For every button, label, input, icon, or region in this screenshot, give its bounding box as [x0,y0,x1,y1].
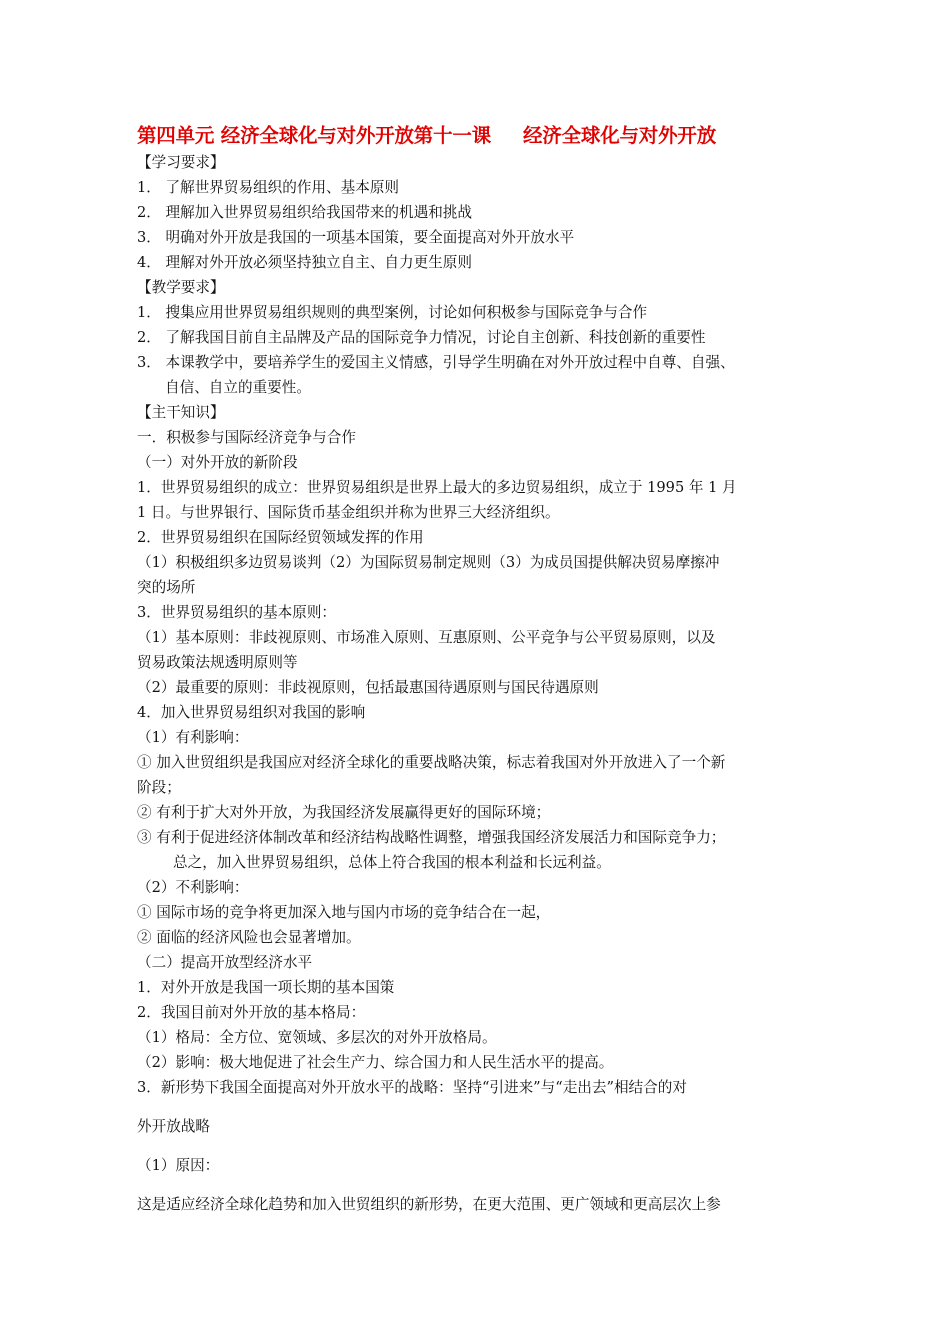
text-line: 2． 理解加入世界贸易组织给我国带来的机遇和挑战 [137,204,472,221]
text-line: ① 国际市场的竞争将更加深入地与国内市场的竞争结合在一起， [137,904,551,921]
section-heading: 【学习要求】 [137,154,225,171]
text-line: （1）原因： [137,1157,220,1174]
text-line: （一）对外开放的新阶段 [137,454,298,471]
text-line: 1．对外开放是我国一项长期的基本国策 [137,979,395,996]
text-line: （1）格局：全方位、宽领域、多层次的对外开放格局。 [137,1029,497,1046]
text-line: 一．积极参与国际经济竞争与合作 [137,429,356,446]
text-line: 1． 搜集应用世界贸易组织规则的典型案例，讨论如何积极参与国际竞争与合作 [137,304,648,321]
text-line: （2）最重要的原则：非歧视原则，包括最惠国待遇原则与国民待遇原则 [137,679,599,696]
text-line: 4． 理解对外开放必须坚持独立自主、自力更生原则 [137,254,472,271]
text-line: 2．世界贸易组织在国际经贸领域发挥的作用 [137,529,424,546]
text-line: ③ 有利于促进经济体制改革和经济结构战略性调整，增强我国经济发展活力和国际竞争力； [137,829,726,846]
text-line: 3．新形势下我国全面提高对外开放水平的战略：坚持“引进来”与“走出去”相结合的对 [137,1079,687,1096]
text-line: 3． 本课教学中，要培养学生的爱国主义情感，引导学生明确在对外开放过程中自尊、自强、 [137,354,735,371]
text-line: 3．世界贸易组织的基本原则： [137,604,337,621]
text-line: 贸易政策法规透明原则等 [137,654,298,671]
text-line: ② 面临的经济风险也会显著增加。 [137,929,361,946]
text-line: （1）积极组织多边贸易谈判（2）为国际贸易制定规则（3）为成员国提供解决贸易摩擦冲 [137,554,720,571]
section-heading: 【主干知识】 [137,404,225,421]
section-heading: 【教学要求】 [137,279,225,296]
text-line: 外开放战略 [137,1118,210,1135]
text-line: （1）有利影响： [137,729,249,746]
text-line: 自信、自立的重要性。 [165,379,311,396]
text-line: （二）提高开放型经济水平 [137,954,313,971]
title-part-2: 经济全球化与对外开放 [523,124,717,147]
text-line: 阶段； [137,779,181,796]
text-line: 这是适应经济全球化趋势和加入世贸组织的新形势，在更大范围、更广领域和更高层次上参 [137,1196,721,1213]
text-line: 总之，加入世界贸易组织，总体上符合我国的根本利益和长远利益。 [173,854,611,871]
text-line: 2．我国目前对外开放的基本格局： [137,1004,366,1021]
text-line: ② 有利于扩大对外开放，为我国经济发展赢得更好的国际环境； [137,804,551,821]
text-line: 4．加入世界贸易组织对我国的影响 [137,704,366,721]
text-line: （2）不利影响： [137,879,249,896]
title-part-1: 第四单元 经济全球化与对外开放第十一课 [137,124,491,147]
text-line: （1）基本原则：非歧视原则、市场准入原则、互惠原则、公平竞争与公平贸易原则，以及 [137,629,716,646]
text-line: 1．世界贸易组织的成立：世界贸易组织是世界上最大的多边贸易组织，成立于 1995 年 1 月 [137,479,737,496]
text-line: 3． 明确对外开放是我国的一项基本国策，要全面提高对外开放水平 [137,229,575,246]
text-line: 1 日。与世界银行、国际货币基金组织并称为世界三大经济组织。 [137,504,560,521]
document-page [137,122,817,1217]
text-line: ① 加入世贸组织是我国应对经济全球化的重要战略决策，标志着我国对外开放进入了一个新 [137,754,726,771]
text-line: 1． 了解世界贸易组织的作用、基本原则 [137,179,400,196]
text-line: 突的场所 [137,579,196,596]
text-line: 2． 了解我国目前自主品牌及产品的国际竞争力情况，讨论自主创新、科技创新的重要性 [137,329,706,346]
text-line: （2）影响：极大地促进了社会生产力、综合国力和人民生活水平的提高。 [137,1054,614,1071]
page-title [137,122,817,150]
